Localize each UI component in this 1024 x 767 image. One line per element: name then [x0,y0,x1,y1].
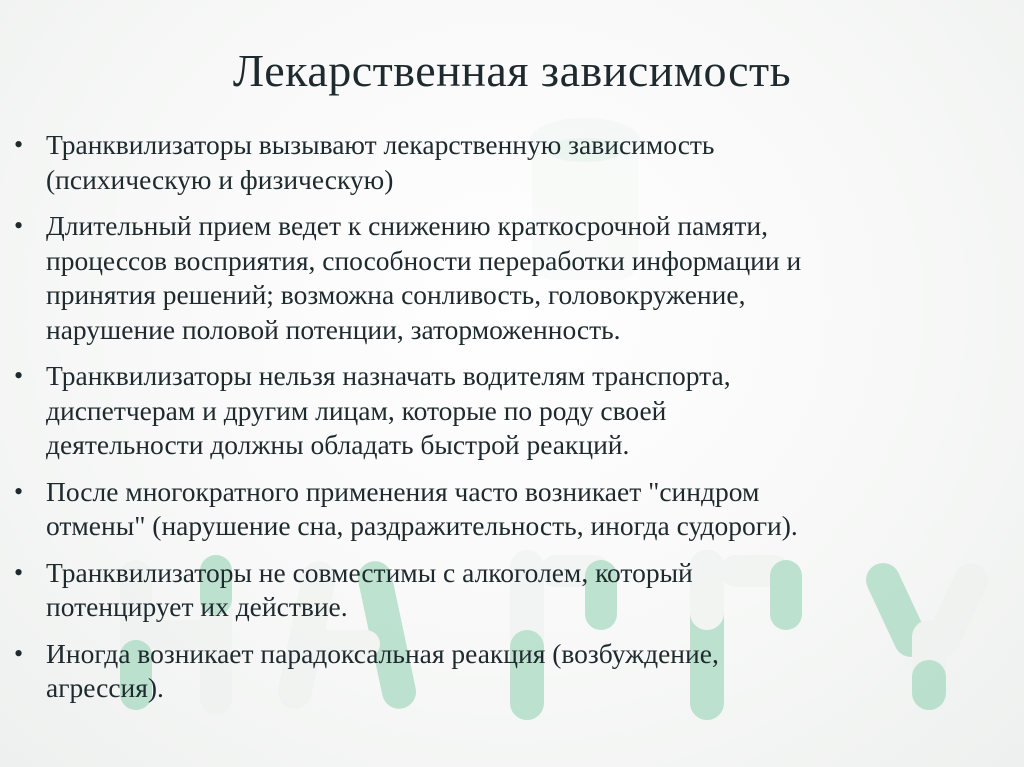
bullet-dot-icon: • [14,557,24,587]
bullet-item [12,128,1002,197]
bullet-item [12,359,1002,463]
bullet-list [12,128,1002,718]
bullet-text: Длительный прием ведет к снижению краткосрочной памяти, процессов восприятия, способности переработки информации и принятия решений; возможна сонливость, головокружение, нарушение половой потенции, заторможенность. [46,210,802,345]
bullet-text: Транквилизаторы нельзя назначать водителям транспорта, диспетчерам и другим лицам, которые по роду своей деятельности должны обладать быстрой реакций. [46,360,731,460]
bullet-text: Иногда возникает парадоксальная реакция (возбуждение, агрессия). [46,637,719,703]
bullet-item [12,209,1002,347]
bullet-dot-icon: • [14,361,24,390]
bullet-text: Транквилизаторы вызывают лекарственную зависимость (психическую и физическую) [46,129,715,195]
bullet-dot-icon: • [14,211,24,240]
bullet-item [12,475,1002,544]
bullet-dot-icon: • [14,130,24,159]
slide-title: Лекарственная зависимость [232,45,792,96]
bullet-dot-icon: • [14,476,24,506]
bullet-text: После многократного применения часто возникает "синдром отмены" (нарушение сна, раздражительность, иногда судороги). [46,475,798,541]
bullet-dot-icon: • [14,638,24,668]
bullet-item [12,637,1002,706]
bullet-text: Транквилизаторы не совместимы с алкоголем, который потенцирует их действие. [46,556,693,622]
bullet-item [12,556,1002,625]
